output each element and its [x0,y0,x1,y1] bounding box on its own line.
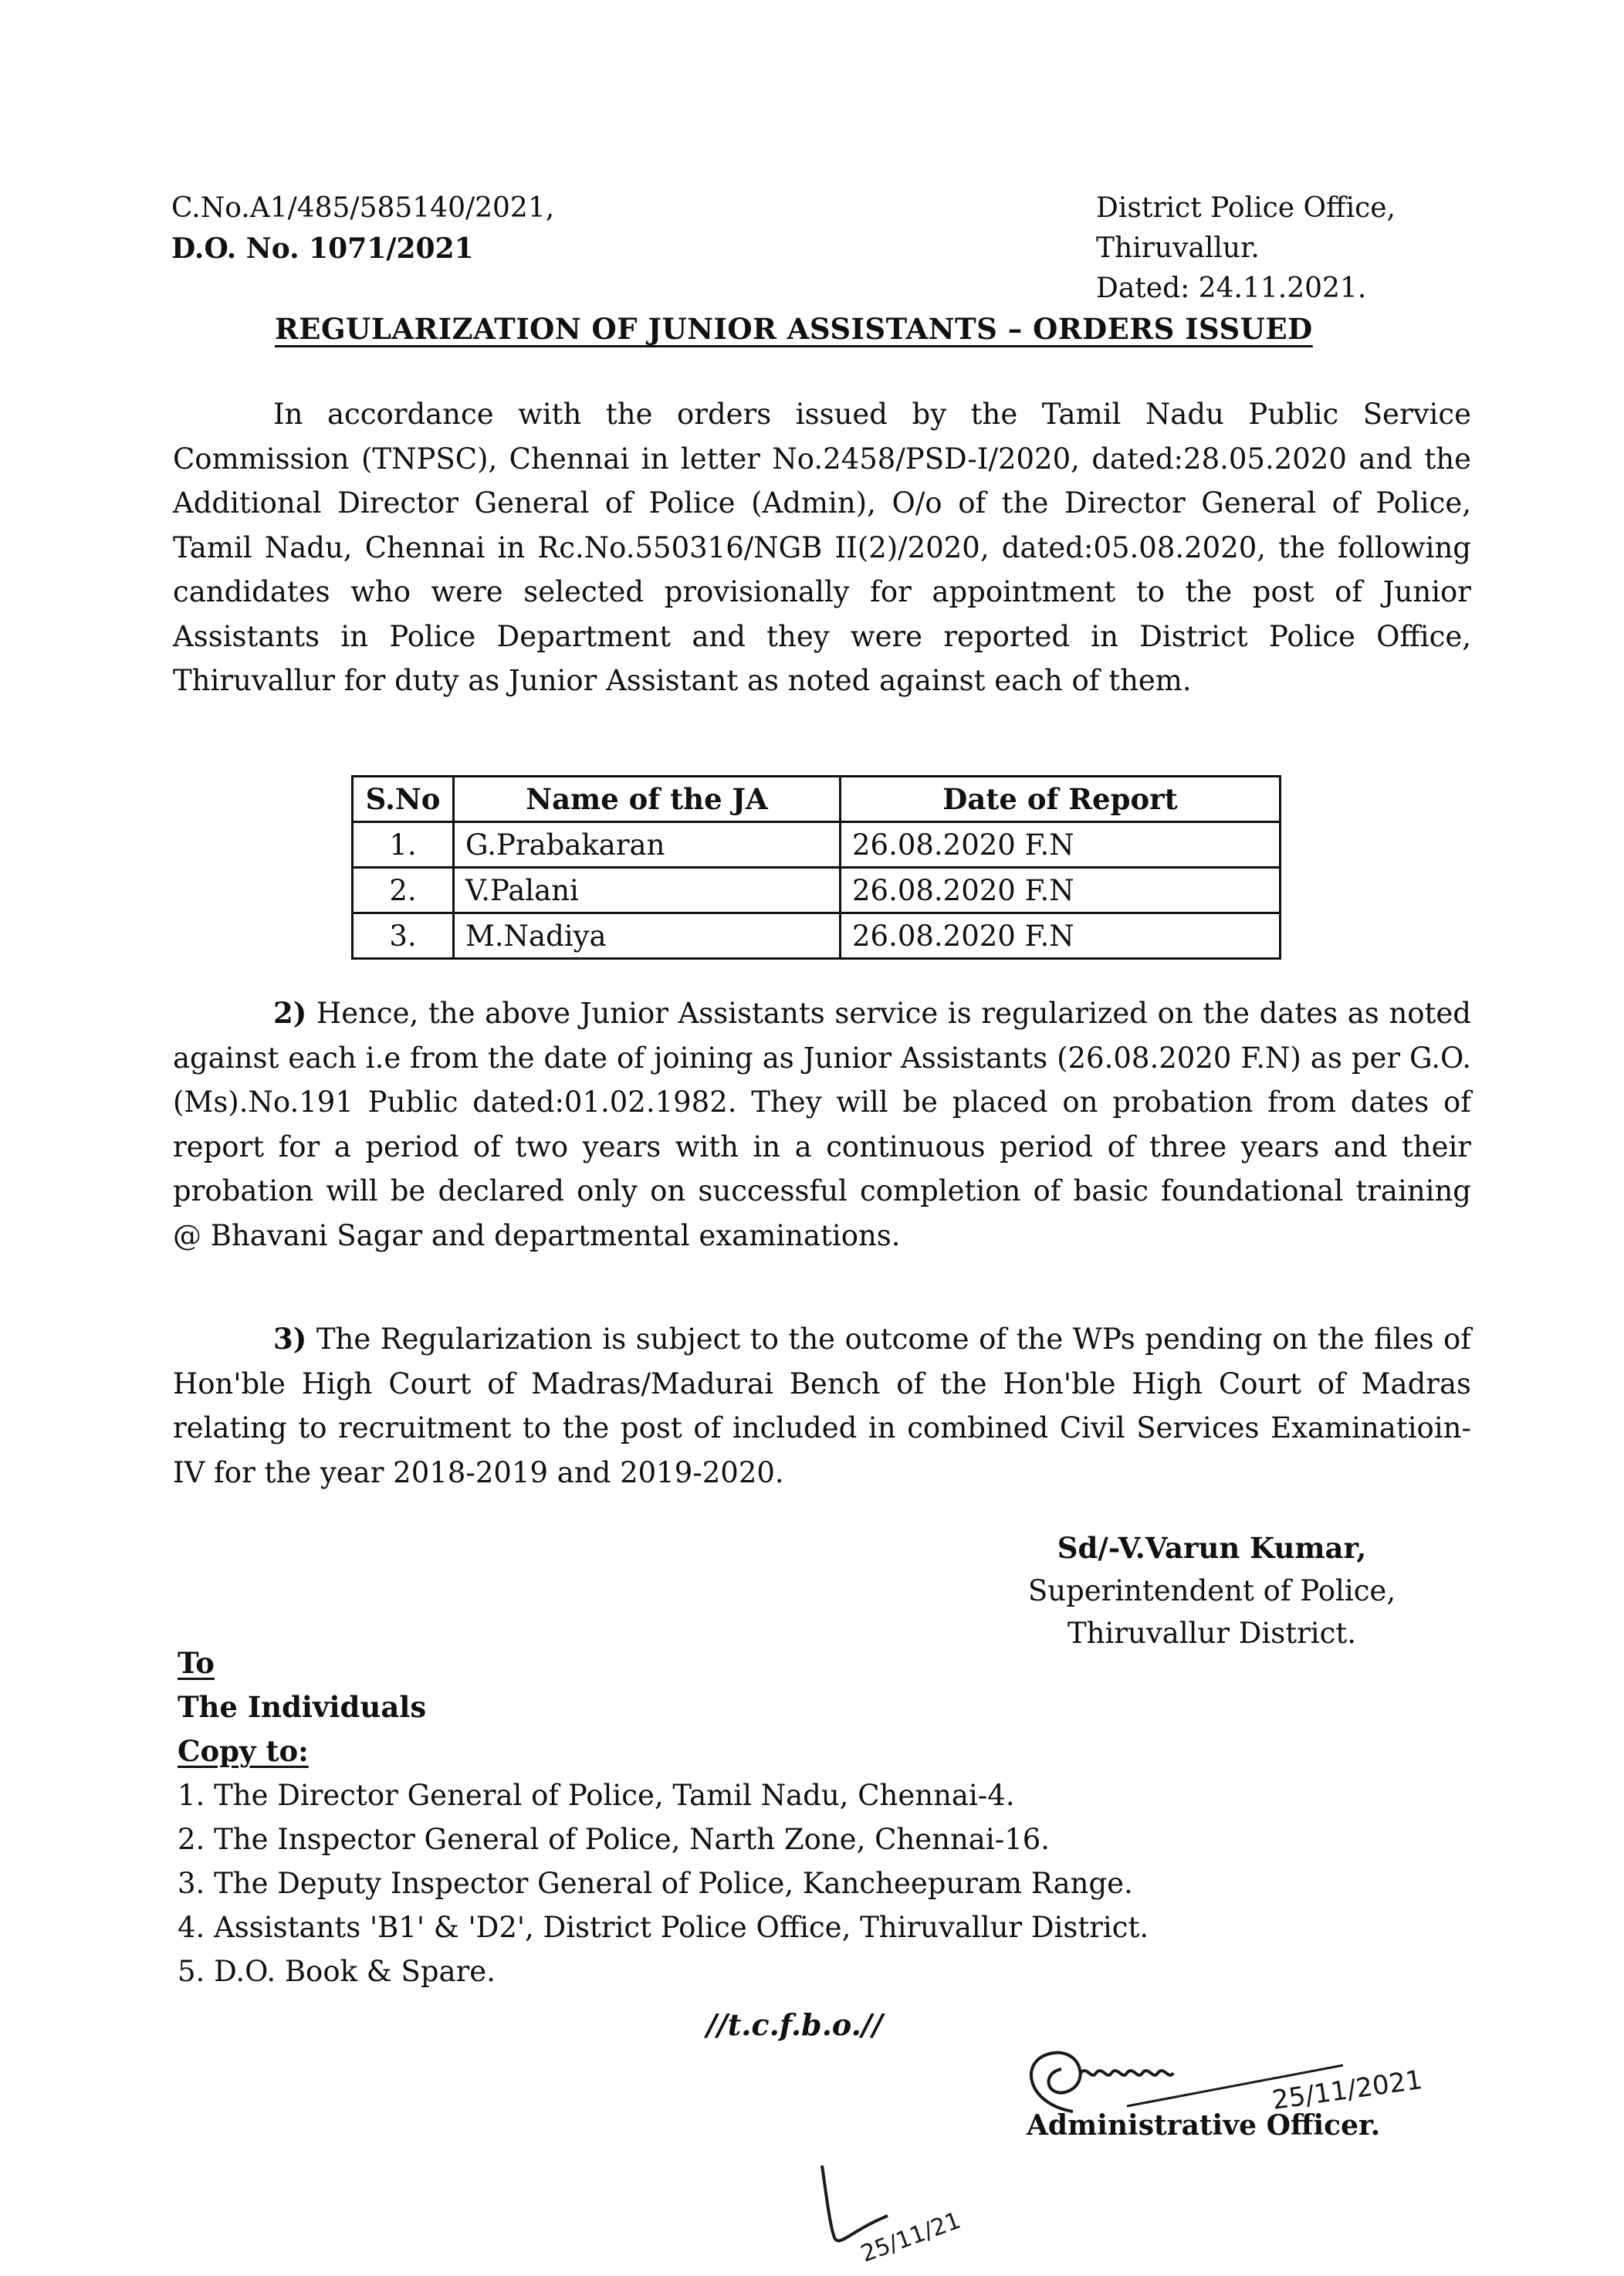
copy-list-item: 4. Assistants 'B1' & 'D2', District Police Office, Thiruvallur District. [178,1911,1149,1944]
recipients-block [178,1641,1149,1993]
junior-assistants-table [351,775,1281,960]
paragraph-2-text: Hence, the above Junior Assistants service is regularized on the dates as noted against each i.e from the date of joining as Junior Assistants (26.08.2020 F.N) as per G.O.(Ms).No.191 Public dated:01.02.1982. They will be placed on probation from dates of report for a period of two years with in a continuous period of three years and their probation will be declared only on successful completion of basic foundational training @ Bhavani Sagar and departmental examinations. [173,997,1471,1252]
copy-list-item: 3. The Deputy Inspector General of Police, Kancheepuram Range. [178,1867,1133,1900]
paragraph-2 [173,991,1471,1258]
signatory-district: Thiruvallur District. [1067,1617,1356,1650]
column-header-name: Name of the JA [454,777,841,822]
cell-date: 26.08.2020 F.N [841,868,1281,913]
signature-block [996,1527,1428,1655]
cell-name: M.Nadiya [454,913,841,959]
office-place: Thiruvallur. [1096,232,1260,264]
cell-date: 26.08.2020 F.N [841,913,1281,959]
paragraph-1 [173,392,1471,703]
signatory-name: Sd/-V.Varun Kumar, [1057,1531,1367,1565]
paragraph-1-text: In accordance with the orders issued by the Tamil Nadu Public Service Commission (TNPSC), Chennai in letter No.2458/PSD-I/2020, dated:28.05.2020 and the Additional Director General of Police (Admin), O/o of the Director General of Police, Tamil Nadu, Chennai in Rc.No.550316/NGB II(2)/2020, dated:05.08.2020, the following candidates who were selected provisionally for appointment to the post of Junior Assistants in Police Department and they were reported in District Police Office, Thiruvallur for duty as Junior Assistant as noted against each of them. [173,398,1471,697]
paragraph-3-text: The Regularization is subject to the outcome of the WPs pending on the files of Hon'ble High Court of Madras/Madurai Bench of the Hon'ble High Court of Madras relating to recruitment to the post of included in combined Civil Services Examinatioin-IV for the year 2018-2019 and 2019-2020. [173,1323,1472,1489]
table-row [353,868,1281,913]
signatory-designation: Superintendent of Police, [1027,1574,1396,1607]
initial-signature [818,2162,1019,2270]
cell-name: V.Palani [454,868,841,913]
column-header-date: Date of Report [841,777,1281,822]
initial-date: 25/11/21 [857,2207,965,2268]
copy-list-item: 2. The Inspector General of Police, Narth Zone, Chennai-16. [178,1823,1051,1856]
table-header-row [353,777,1281,822]
do-number: D.O. No. 1071/2021 [171,232,474,265]
true-copy-marker: //t.c.f.b.o.// [706,2007,883,2042]
cell-name: G.Prabakaran [454,822,841,868]
paragraph-2-number: 2) [273,996,307,1030]
copy-to-label: Copy to: [178,1734,309,1768]
column-header-sno: S.No [353,777,454,822]
cell-sno: 2. [353,868,454,913]
office-name: District Police Office, [1096,192,1396,224]
paragraph-3 [173,1317,1471,1495]
cell-sno: 1. [353,822,454,868]
paragraph-3-number: 3) [273,1322,307,1356]
to-recipient: The Individuals [178,1690,427,1724]
table-row [353,822,1281,868]
reference-number: C.No.A1/485/585140/2021, [171,192,555,224]
order-date: Dated: 24.11.2021. [1096,273,1367,304]
cell-date: 26.08.2020 F.N [841,822,1281,868]
handwritten-date: 25/11/2021 [1270,2064,1425,2116]
administrative-officer-label: Administrative Officer. [1027,2109,1381,2142]
document-title: REGULARIZATION OF JUNIOR ASSISTANTS – ORDERS ISSUED [275,312,1313,346]
copy-list-item: 5. D.O. Book & Spare. [178,1955,496,1988]
copy-list-item: 1. The Director General of Police, Tamil Nadu, Chennai-4. [178,1779,1015,1812]
to-label: To [178,1646,215,1680]
table-row [353,913,1281,959]
cell-sno: 3. [353,913,454,959]
